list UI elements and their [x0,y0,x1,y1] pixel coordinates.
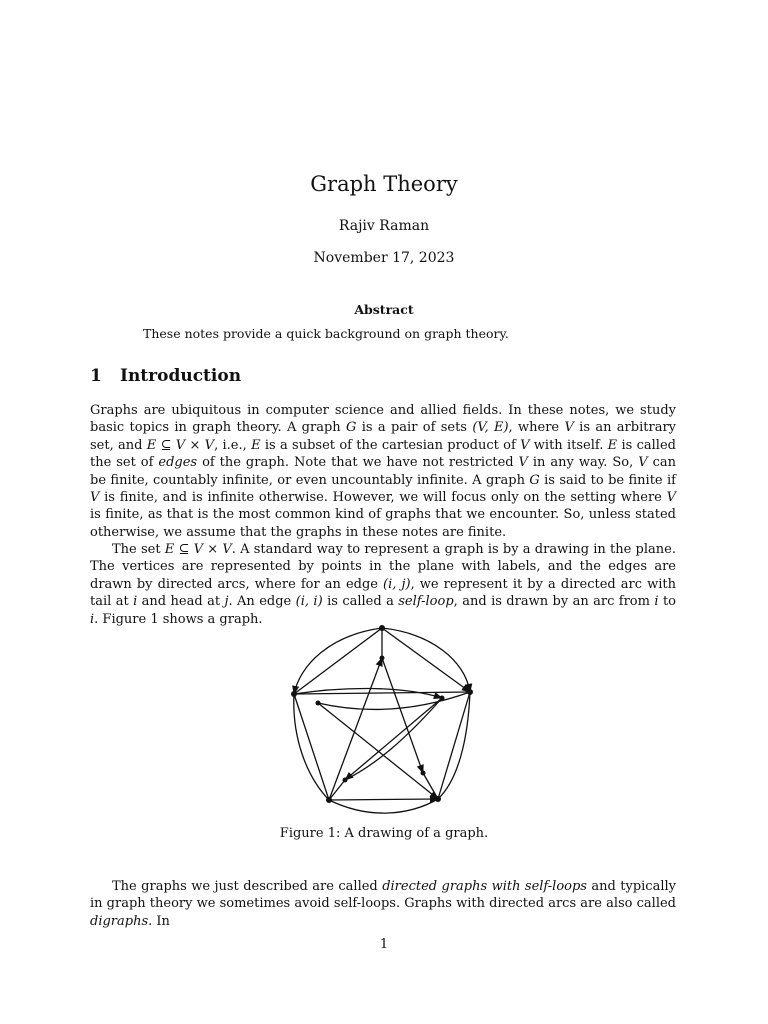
para1-math: G [529,472,540,488]
para1-emphasis: edges [158,455,198,471]
section-number: 1 [90,366,102,386]
paper-title: Graph Theory [310,172,458,196]
para3-text: and typically in graph theory we sometimes avoid self-loops. Graphs with directed arcs are also called [90,879,677,912]
section-title: Introduction [120,366,242,386]
graph-edge [329,799,438,813]
graph-vertex [326,797,332,803]
graph-edge [294,628,382,694]
graph-edge [345,698,442,780]
para1-math: V [564,420,574,436]
graph-edge [329,658,382,800]
para2-math: i [90,611,95,627]
paragraph-1 [90,402,676,541]
para1-text: is an arbitrary set, and [90,420,676,453]
graph-vertex [380,656,385,661]
graph-vertex [316,701,321,706]
abstract-text: These notes provide a quick background on graph theory. [143,326,509,341]
para2-emphasis: self-loop [398,594,454,610]
paper-author: Rajiv Raman [338,218,430,234]
graph-vertex [467,689,473,695]
para2-text: The set [112,542,165,557]
graph-figure [0,615,768,815]
para2-math: j [224,594,229,610]
para1-math: V [518,455,528,471]
para1-text: , i.e., [214,437,252,453]
paper-date: November 17, 2023 [313,250,455,266]
para2-text: , we represent it by a directed arc with tail at [90,576,676,610]
para1-text: is a pair of sets [356,420,473,436]
graph-vertex [291,691,297,697]
page-number: 1 [379,937,389,952]
para1-text: Graphs are ubiquitous in computer science and allied fields. In these notes, we study basic topics in graph theory. A graph [90,403,676,436]
para1-math: G [345,420,357,436]
graph-vertex [440,696,445,701]
para1-math: E ⊆ V × V [146,437,215,453]
graph-edge [318,692,470,710]
abstract-heading: Abstract [354,302,414,317]
para3-text: The graphs we just described are called [112,879,383,894]
para1-text: is called the set of [90,437,676,471]
graph-edge [329,799,438,800]
para2-math: (i, i) [295,594,323,610]
para2-text: . A standard way to represent a graph is by a drawing in the plane. The vertices are represented by points in the plane with labels, and the edges are drawn by directed arcs, where for an edge [90,542,676,592]
para2-math: (i, j) [383,576,411,592]
para2-text: . Figure 1 shows a graph. [94,611,263,627]
graph-vertex [343,778,348,783]
figure-caption: Figure 1: A drawing of a graph. [279,826,489,841]
para2-text: , and is drawn by an arc from [453,594,655,610]
para3-text: . In [148,913,170,929]
graph-edge [329,780,345,800]
para2-text: to [658,594,677,610]
graph-edge [382,628,470,692]
para3-emphasis: digraphs [90,913,149,929]
para2-text: . An edge [228,594,296,610]
graph-edge [423,773,438,799]
para2-math: i [654,594,659,610]
para1-text: of the graph. Note that we have not restricted [197,455,519,471]
para2-math: i [133,594,138,610]
para2-text: and head at [137,594,225,610]
para2-text: is called a [322,594,399,610]
para1-text: is a subset of the cartesian product of [260,437,521,453]
para1-text: is said to be finite if [539,472,676,488]
para1-text: , where [508,420,565,436]
para1-math: V [520,437,530,453]
para1-math: E [607,437,618,453]
para1-text: with itself. [529,437,608,453]
paragraph-3 [90,878,676,930]
graph-vertex [379,625,385,631]
graph-edge [382,658,423,773]
para1-text: is finite, and is infinite otherwise. However, we will focus only on the setting where [99,490,667,506]
para1-math: V [666,490,676,506]
para1-text: is finite, as that is the most common kind of graphs that we encounter. So, unless stated otherwise, we assume that the graphs in these notes are finite. [90,507,676,540]
para1-text: can be finite, countably infinite, or even uncountably infinite. A graph [90,455,676,488]
graph-edge [294,692,470,694]
para1-text: in any way. So, [527,455,639,471]
para1-math: V [90,490,100,506]
para1-math: (V, E) [472,420,509,436]
section-heading [90,366,241,386]
para1-math: E [251,437,261,453]
para3-emphasis: directed graphs with self-loops [382,879,587,894]
graph-vertex [435,796,441,802]
graph-edge [438,692,470,799]
para2-math: E ⊆ V × V [164,542,232,557]
para1-math: V [638,455,648,471]
graph-vertex [421,771,426,776]
